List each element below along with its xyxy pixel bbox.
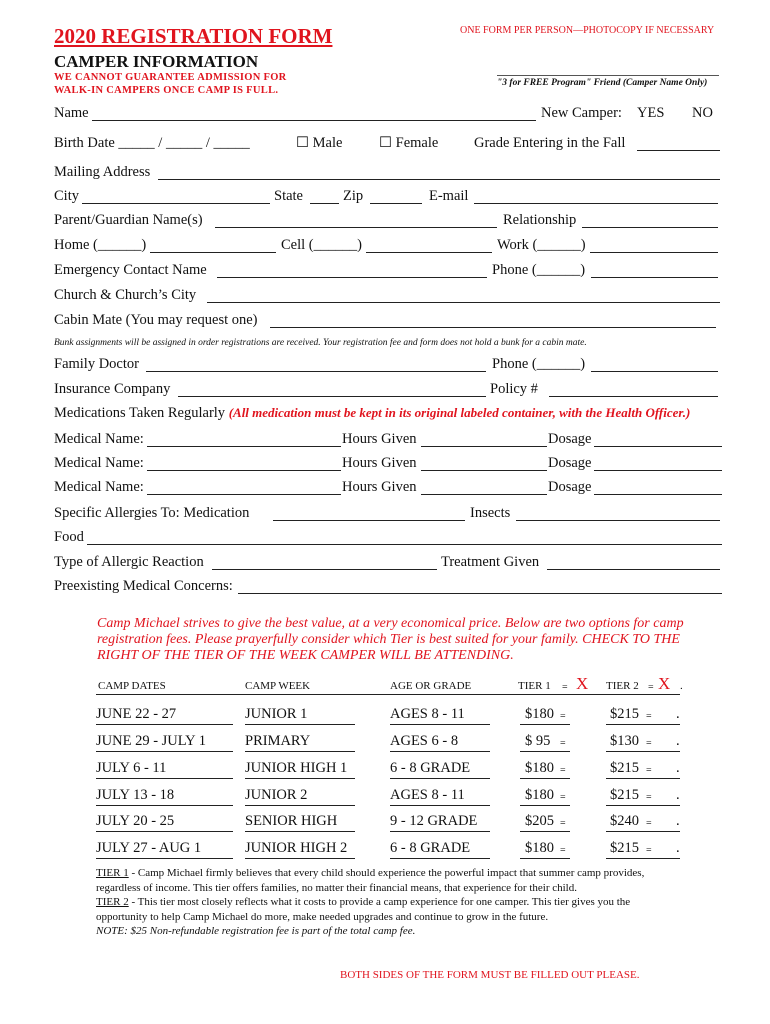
- female-checkbox[interactable]: ☐ Female: [379, 135, 439, 151]
- col-header-tier1: TIER 1: [518, 680, 551, 692]
- insurance-row: [54, 380, 720, 400]
- church-label: Church & Church’s City: [54, 287, 197, 303]
- row-period: .: [676, 813, 680, 829]
- medical-name-label: Medical Name:: [54, 431, 144, 447]
- one-form-note: ONE FORM PER PERSON—PHOTOCOPY IF NECESSARY: [460, 25, 715, 36]
- dosage-field[interactable]: [594, 470, 722, 471]
- church-field[interactable]: [207, 302, 720, 303]
- tier2-equals: =: [646, 738, 652, 749]
- email-label: E-mail: [429, 188, 469, 204]
- parent-field[interactable]: [215, 227, 497, 228]
- camper-info-heading: CAMPER INFORMATION: [54, 52, 259, 71]
- tier1-price-cell: $180: [525, 840, 554, 856]
- phones-row: [54, 236, 720, 256]
- hours-given-field[interactable]: [421, 494, 547, 495]
- state-label: State: [274, 188, 303, 204]
- col-header-tier2: TIER 2: [606, 680, 639, 692]
- dates-underline: [96, 724, 233, 725]
- week-underline: [245, 724, 355, 725]
- age-grade-cell: 9 - 12 GRADE: [390, 813, 478, 829]
- reaction-row: [54, 553, 720, 573]
- col-header-age: AGE OR GRADE: [390, 680, 472, 692]
- food-label: Food: [54, 529, 84, 545]
- birth-row: [54, 134, 720, 154]
- camp-week-cell: JUNIOR 1: [245, 706, 308, 722]
- tier2-price-cell: $215: [610, 706, 639, 722]
- tier2-equals: =: [646, 818, 652, 829]
- tier1-label: TIER 1: [96, 867, 129, 879]
- tier2-price-cell: $130: [610, 733, 639, 749]
- policy-label: Policy #: [490, 381, 538, 397]
- tier2-checkbox-line[interactable]: [606, 724, 680, 725]
- hours-given-label: Hours Given: [342, 479, 417, 495]
- tier1-checkbox-line[interactable]: [520, 858, 570, 859]
- medications-row: [54, 404, 720, 424]
- tier1-checkbox-line[interactable]: [520, 778, 570, 779]
- medications-label: [54, 405, 690, 422]
- tier1-text: - Camp Michael firmly believes that every child should experience the powerful impact that summer camp provides, regardless of income. This tier offers families, no matter their financial means, that experience for their child.: [96, 867, 645, 894]
- week-underline: [245, 831, 355, 832]
- tier2-price-cell: $215: [610, 840, 639, 856]
- medication-note: (All medication must be kept in its original labeled container, with the Health Officer.): [228, 405, 691, 420]
- tier2-equals: =: [646, 765, 652, 776]
- dates-underline: [96, 831, 233, 832]
- mailing-label: Mailing Address: [54, 164, 151, 180]
- age-grade-cell: 6 - 8 GRADE: [390, 840, 471, 856]
- medications-text: Medications Taken Regularly: [54, 405, 226, 421]
- header-underline: [96, 694, 680, 695]
- preexisting-row: [54, 577, 720, 597]
- emergency-phone-field[interactable]: [591, 277, 718, 278]
- friend-name-line[interactable]: [497, 75, 719, 76]
- tier2-price-cell: $215: [610, 760, 639, 776]
- treatment-field[interactable]: [547, 569, 720, 570]
- week-underline: [245, 858, 355, 859]
- dosage-field[interactable]: [594, 446, 722, 447]
- week-underline: [245, 805, 355, 806]
- form-title: 2020 REGISTRATION FORM: [54, 24, 333, 48]
- tier1-equals: =: [560, 711, 566, 722]
- hours-given-field[interactable]: [421, 446, 547, 447]
- allergy-medication-label: Specific Allergies To: Medication: [54, 505, 250, 521]
- home-label: Home (______): [54, 237, 147, 253]
- new-camper-label: New Camper:: [541, 105, 622, 121]
- birth-date-field[interactable]: Birth Date _____ / _____ / _____: [54, 135, 250, 151]
- medical-name-field[interactable]: [147, 470, 341, 471]
- tier2-equals: =: [646, 792, 652, 803]
- tier1-price-cell: $180: [525, 760, 554, 776]
- camp-dates-cell: JUNE 29 - JULY 1: [96, 733, 206, 749]
- dates-underline: [96, 751, 233, 752]
- insurance-field[interactable]: [178, 396, 486, 397]
- food-row: [54, 528, 720, 548]
- insects-label: Insects: [470, 505, 511, 521]
- row-period: .: [676, 760, 680, 776]
- tier2-label: TIER 2: [96, 896, 129, 908]
- age-underline: [390, 831, 490, 832]
- dosage-label: Dosage: [548, 455, 592, 471]
- age-underline: [390, 778, 490, 779]
- age-grade-cell: AGES 8 - 11: [390, 706, 465, 722]
- reaction-label: Type of Allergic Reaction: [54, 554, 204, 570]
- camp-week-cell: PRIMARY: [245, 733, 311, 749]
- grade-label: Grade Entering in the Fall: [474, 135, 626, 151]
- tier2-check-mark[interactable]: X: [658, 674, 671, 693]
- both-sides-note: BOTH SIDES OF THE FORM MUST BE FILLED OUT PLEASE.: [340, 969, 640, 981]
- camp-week-cell: JUNIOR HIGH 2: [245, 840, 348, 856]
- name-field[interactable]: [92, 120, 536, 121]
- age-underline: [390, 858, 490, 859]
- age-grade-cell: AGES 8 - 11: [390, 787, 465, 803]
- zip-field[interactable]: [370, 203, 422, 204]
- no-option[interactable]: NO: [692, 105, 713, 121]
- tier1-equals: =: [560, 738, 566, 749]
- email-field[interactable]: [474, 203, 718, 204]
- tier1-price-cell: $ 95: [525, 733, 551, 749]
- doctor-row: [54, 355, 720, 375]
- parent-row: [54, 211, 720, 231]
- city-field[interactable]: [82, 203, 270, 204]
- food-field[interactable]: [87, 544, 722, 545]
- bunk-note: Bunk assignments will be assigned in order registrations are received. Your registration fee and form does not hold a bunk for a cabin mate.: [54, 338, 587, 348]
- cabin-field[interactable]: [270, 327, 716, 328]
- tier2-price-cell: $215: [610, 787, 639, 803]
- medical-name-field[interactable]: [147, 446, 341, 447]
- yes-option[interactable]: YES: [637, 105, 665, 121]
- mailing-row: [54, 163, 720, 183]
- fee-note: NOTE: $25 Non-refundable registration fee is part of the total camp fee.: [96, 925, 416, 937]
- tier-intro: Camp Michael strives to give the best value, at a very economical price. Below are two options for camp registration fees. Please prayerfully consider which Tier is best suited for your family. CHECK TO THE RIGHT OF THE TIER OF THE WEEK CAMPER WILL BE ATTENDING.: [97, 616, 684, 663]
- tier1-price-cell: $180: [525, 706, 554, 722]
- medical-name-label: Medical Name:: [54, 455, 144, 471]
- tier2-checkbox-line[interactable]: [606, 778, 680, 779]
- reaction-field[interactable]: [212, 569, 437, 570]
- week-underline: [245, 751, 355, 752]
- doctor-field[interactable]: [146, 371, 486, 372]
- home-field[interactable]: [150, 252, 276, 253]
- hours-given-field[interactable]: [421, 470, 547, 471]
- tier1-equals: =: [560, 792, 566, 803]
- tier2-equals: =: [646, 711, 652, 722]
- row-period: .: [676, 733, 680, 749]
- tier2-price-cell: $240: [610, 813, 639, 829]
- row-period: .: [676, 840, 680, 856]
- tier2-equals: =: [648, 682, 654, 693]
- tier2-explanation: [96, 895, 682, 924]
- emergency-label: Emergency Contact Name: [54, 262, 207, 278]
- insects-field[interactable]: [516, 520, 720, 521]
- tier2-equals: =: [646, 845, 652, 856]
- week-underline: [245, 778, 355, 779]
- tier2-checkbox-line[interactable]: [606, 858, 680, 859]
- dates-underline: [96, 858, 233, 859]
- allergies-row: [54, 504, 720, 524]
- tier1-equals: =: [560, 845, 566, 856]
- mailing-field[interactable]: [158, 179, 720, 180]
- preexisting-label: Preexisting Medical Concerns:: [54, 578, 233, 594]
- hours-given-label: Hours Given: [342, 431, 417, 447]
- medical-name-label: Medical Name:: [54, 479, 144, 495]
- treatment-label: Treatment Given: [441, 554, 540, 570]
- header-period: .: [680, 680, 683, 692]
- row-period: .: [676, 706, 680, 722]
- relationship-field[interactable]: [582, 227, 718, 228]
- camp-dates-cell: JULY 13 - 18: [96, 787, 175, 803]
- emergency-field[interactable]: [217, 277, 487, 278]
- doctor-phone-field[interactable]: [591, 371, 718, 372]
- state-field[interactable]: [310, 203, 339, 204]
- row-period: .: [676, 787, 680, 803]
- age-underline: [390, 805, 490, 806]
- tier1-checkbox-line[interactable]: [520, 724, 570, 725]
- camp-dates-cell: JULY 6 - 11: [96, 760, 167, 776]
- camp-dates-cell: JUNE 22 - 27: [96, 706, 177, 722]
- medical-row: [54, 430, 720, 450]
- age-underline: [390, 751, 490, 752]
- dosage-field[interactable]: [594, 494, 722, 495]
- medical-name-field[interactable]: [147, 494, 341, 495]
- work-field[interactable]: [590, 252, 718, 253]
- friend-note: "3 for FREE Program" Friend (Camper Name Only): [497, 78, 708, 88]
- zip-label: Zip: [343, 188, 364, 204]
- dosage-label: Dosage: [548, 479, 592, 495]
- preexisting-field[interactable]: [238, 593, 722, 594]
- medical-row: [54, 454, 720, 474]
- tier2-checkbox-line[interactable]: [606, 751, 680, 752]
- name-label: Name: [54, 105, 89, 121]
- dosage-label: Dosage: [548, 431, 592, 447]
- parent-label: Parent/Guardian Name(s): [54, 212, 203, 228]
- cabin-label: Cabin Mate (You may request one): [54, 312, 258, 328]
- tier1-price-cell: $205: [525, 813, 554, 829]
- tier-explanation: [96, 866, 682, 939]
- camp-dates-cell: JULY 27 - AUG 1: [96, 840, 202, 856]
- city-row: [54, 187, 720, 207]
- age-grade-cell: 6 - 8 GRADE: [390, 760, 471, 776]
- dates-underline: [96, 778, 233, 779]
- tier1-equals: =: [562, 682, 568, 693]
- tier2-checkbox-line[interactable]: [606, 831, 680, 832]
- emergency-phone-label: Phone (______): [492, 262, 586, 278]
- cabin-row: [54, 311, 720, 331]
- tier1-checkbox-line[interactable]: [520, 805, 570, 806]
- doctor-label: Family Doctor: [54, 356, 139, 372]
- tier1-equals: =: [560, 765, 566, 776]
- col-header-dates: CAMP DATES: [98, 680, 166, 692]
- camp-dates-cell: JULY 20 - 25: [96, 813, 175, 829]
- camp-week-cell: SENIOR HIGH: [245, 813, 338, 829]
- warning-line-1: WE CANNOT GUARANTEE ADMISSION FOR: [54, 72, 287, 83]
- church-row: [54, 286, 720, 306]
- col-header-week: CAMP WEEK: [245, 680, 311, 692]
- tier1-price-cell: $180: [525, 787, 554, 803]
- emergency-row: [54, 261, 720, 281]
- city-label: City: [54, 188, 79, 204]
- tier2-checkbox-line[interactable]: [606, 805, 680, 806]
- tier1-check-mark[interactable]: X: [576, 674, 589, 693]
- tier1-checkbox-line[interactable]: [520, 831, 570, 832]
- medical-row: [54, 478, 720, 498]
- doctor-phone-label: Phone (______): [492, 356, 586, 372]
- camp-week-cell: JUNIOR 2: [245, 787, 308, 803]
- age-grade-cell: AGES 6 - 8: [390, 733, 459, 749]
- hours-given-label: Hours Given: [342, 455, 417, 471]
- allergy-medication-field[interactable]: [273, 520, 465, 521]
- relationship-label: Relationship: [503, 212, 577, 228]
- camp-week-cell: JUNIOR HIGH 1: [245, 760, 348, 776]
- dates-underline: [96, 805, 233, 806]
- work-label: Work (______): [497, 237, 586, 253]
- tier1-checkbox-line[interactable]: [520, 751, 570, 752]
- walkin-warning: [54, 71, 287, 97]
- warning-line-2: WALK-IN CAMPERS ONCE CAMP IS FULL.: [54, 85, 279, 96]
- age-underline: [390, 724, 490, 725]
- policy-field[interactable]: [549, 396, 718, 397]
- cell-field[interactable]: [366, 252, 492, 253]
- male-checkbox[interactable]: ☐ Male: [296, 135, 343, 151]
- tier1-explanation: [96, 866, 682, 895]
- tier2-text: - This tier most closely reflects what it costs to provide a camp experience for one camper. This tier gives you the opportunity to help Camp Michael do more, make needed upgrades and continue to grow in the future.: [96, 896, 631, 923]
- cell-label: Cell (______): [281, 237, 362, 253]
- insurance-label: Insurance Company: [54, 381, 171, 397]
- tier1-equals: =: [560, 818, 566, 829]
- name-row: [54, 104, 720, 124]
- grade-field[interactable]: [637, 150, 720, 151]
